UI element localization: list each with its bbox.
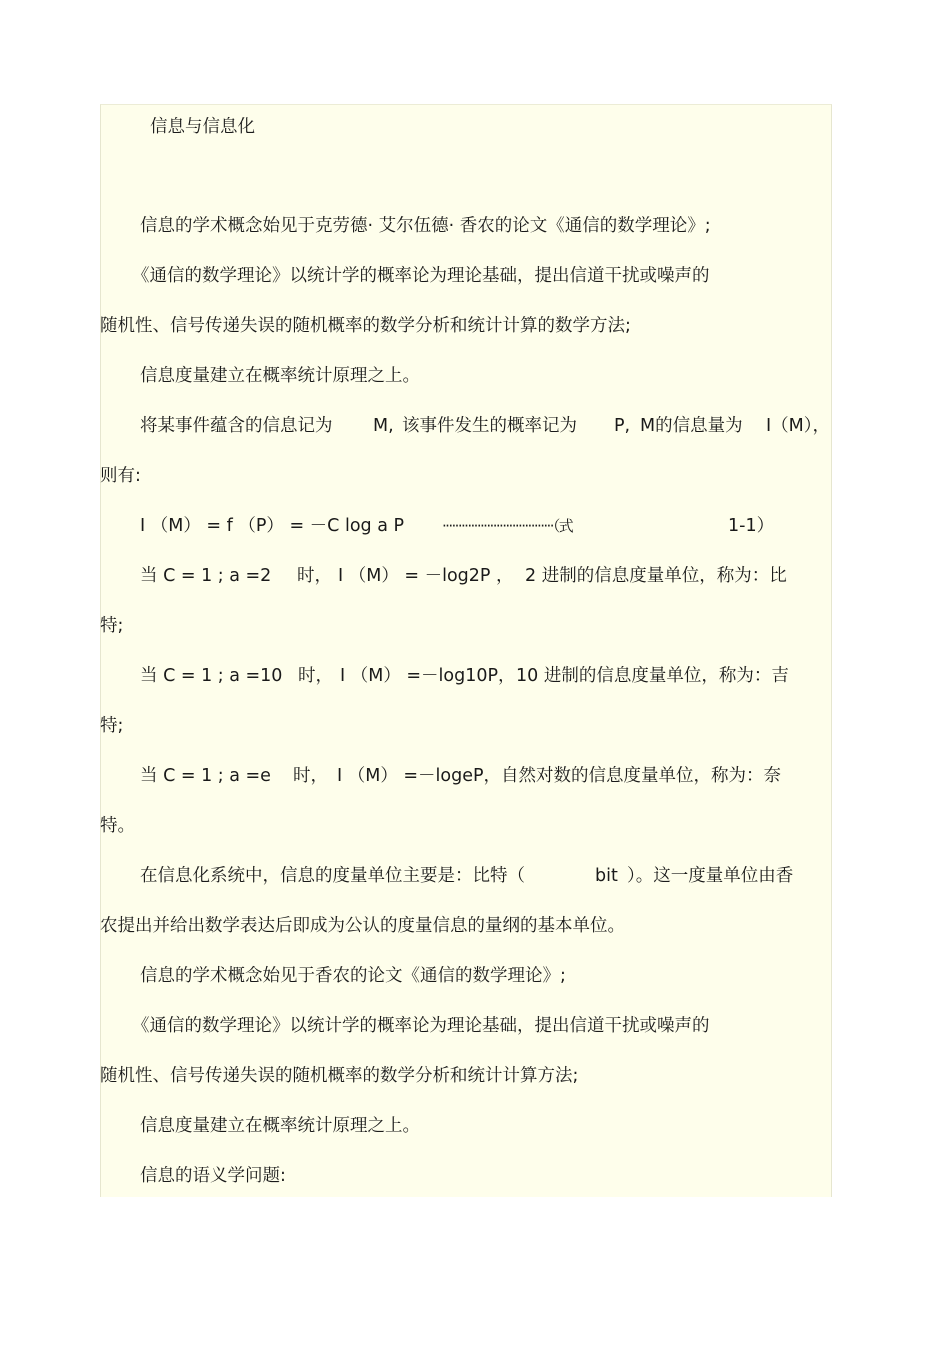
bit-unit-text-1: 在信息化系统中，信息的度量单位主要是：比特（ bbox=[140, 866, 525, 886]
paragraph-theory-line2: 随机性、信号传递失误的随机概率的数学分析和统计计算的数学方法; bbox=[100, 316, 631, 336]
case-bit-desc: 2 进制的信息度量单位，称为：比 bbox=[525, 566, 787, 586]
paragraph-semantics: 信息的语义学问题: bbox=[140, 1166, 286, 1186]
formula-expression: I （M） = f （P） = －C log a P bbox=[140, 516, 405, 536]
case-nat-formula: I （M） =－logeP，自然对数的信息度量单位，称为：奈 bbox=[337, 766, 782, 786]
case-hartley bbox=[140, 661, 835, 691]
definition-continuation: 则有: bbox=[100, 466, 141, 486]
bit-unit-text-2: ）。这一度量单位由香 bbox=[627, 866, 794, 886]
formula-1-1 bbox=[140, 511, 835, 541]
case-bit-when: 时， bbox=[297, 566, 332, 586]
paragraph-measure: 信息度量建立在概率统计原理之上。 bbox=[140, 366, 420, 386]
case-hartley-when: 时， bbox=[298, 666, 333, 686]
formula-number: 1-1） bbox=[728, 516, 775, 536]
case-nat bbox=[140, 761, 835, 791]
definition-p: P, bbox=[614, 416, 631, 436]
paragraph-bit-unit bbox=[140, 861, 835, 891]
paragraph-shannon-intro-2: 信息的学术概念始见于香农的论文《通信的数学理论》; bbox=[140, 966, 566, 986]
paragraph-theory-2-line1: 《通信的数学理论》以统计学的概率论为理论基础，提出信道干扰或噪声的 bbox=[132, 1016, 710, 1036]
case-nat-continuation: 特。 bbox=[100, 816, 135, 836]
case-bit-condition: 当 C = 1 ; a =2 bbox=[140, 566, 272, 586]
case-hartley-desc: 10 进制的信息度量单位，称为：吉 bbox=[516, 666, 789, 686]
formula-leader: ···································（式 bbox=[442, 517, 573, 535]
paragraph-theory-2-line2: 随机性、信号传递失误的随机概率的数学分析和统计计算方法; bbox=[100, 1066, 579, 1086]
case-bit bbox=[140, 561, 835, 591]
case-nat-condition: 当 C = 1 ; a =e bbox=[140, 766, 271, 786]
paragraph-shannon-intro: 信息的学术概念始见于克劳德· 艾尔伍德· 香农的论文《通信的数学理论》; bbox=[140, 216, 711, 236]
paragraph-measure-2: 信息度量建立在概率统计原理之上。 bbox=[140, 1116, 420, 1136]
bit-unit-bit: bit bbox=[595, 866, 618, 886]
case-hartley-condition: 当 C = 1 ; a =10 bbox=[140, 666, 283, 686]
definition-im: I（M）， bbox=[766, 416, 831, 436]
definition-m: M, bbox=[373, 416, 394, 436]
page-title: 信息与信息化 bbox=[150, 117, 255, 137]
definition-text-2: 该事件发生的概率记为 bbox=[402, 416, 577, 436]
case-bit-continuation: 特; bbox=[100, 616, 124, 636]
case-nat-when: 时， bbox=[293, 766, 328, 786]
paragraph-theory-line1: 《通信的数学理论》以统计学的概率论为理论基础，提出信道干扰或噪声的 bbox=[132, 266, 710, 286]
definition-text-1: 将某事件蕴含的信息记为 bbox=[140, 416, 333, 436]
paragraph-definition bbox=[140, 411, 835, 441]
definition-text-3: M的信息量为 bbox=[640, 416, 743, 436]
case-hartley-continuation: 特; bbox=[100, 716, 124, 736]
case-hartley-formula: I （M） =－log10P， bbox=[340, 666, 516, 686]
bit-unit-continuation: 农提出并给出数学表达后即成为公认的度量信息的量纲的基本单位。 bbox=[100, 916, 625, 936]
case-bit-formula: I （M） = －log2P ， bbox=[338, 566, 514, 586]
